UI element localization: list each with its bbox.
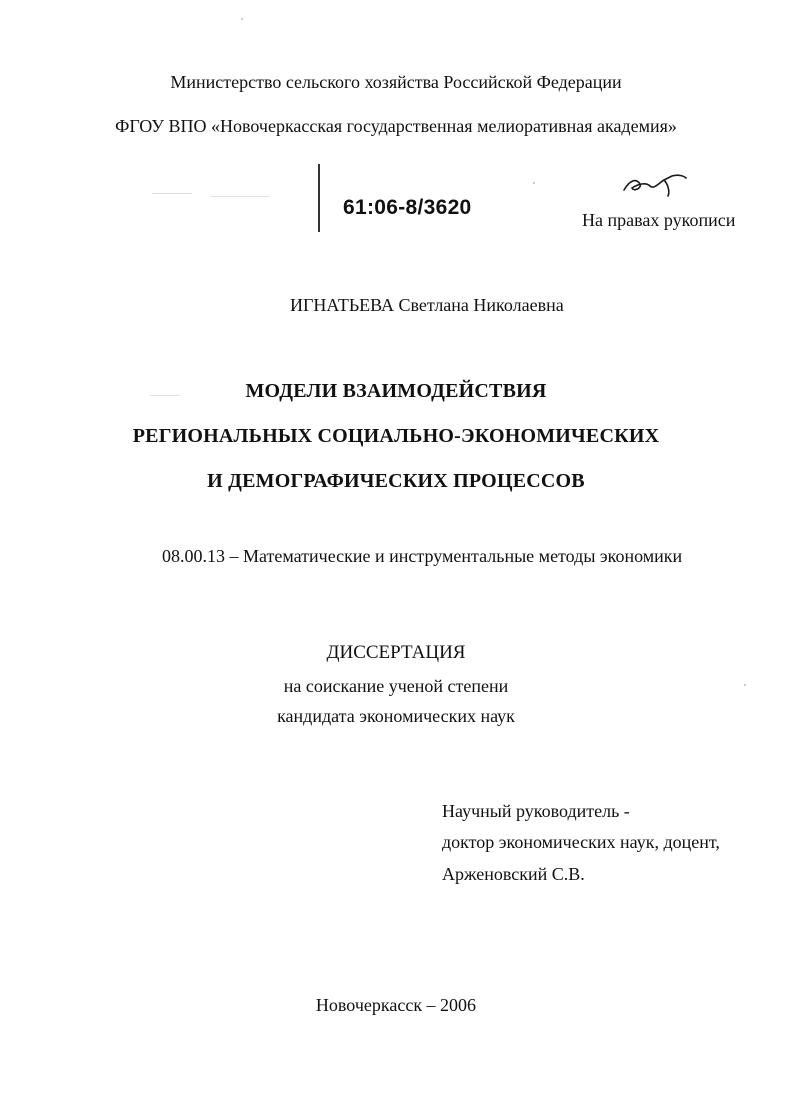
scan-speck <box>152 193 192 194</box>
catalog-number: 61:06-8/3620 <box>343 196 472 219</box>
thesis-type: ДИССЕРТАЦИЯ <box>326 642 466 663</box>
scan-speck <box>533 182 535 184</box>
thesis-title-line: И ДЕМОГРАФИЧЕСКИХ ПРОЦЕССОВ <box>207 470 585 492</box>
supervisor-name: Арженовский С.В. <box>442 864 585 884</box>
scan-speck <box>210 196 270 197</box>
stamp-divider <box>318 164 320 232</box>
scan-speck <box>241 18 243 20</box>
author-name: ИГНАТЬЕВА Светлана Николаевна <box>290 295 564 315</box>
degree-line: на соискание ученой степени <box>283 676 509 696</box>
manuscript-rights-note: На правах рукописи <box>582 210 736 230</box>
specialty-code: 08.00.13 – Математические и инструментальные методы экономики <box>162 546 683 566</box>
supervisor-role: Научный руководитель - <box>442 801 630 821</box>
place-and-year: Новочеркасск – 2006 <box>315 995 477 1015</box>
signature-mark <box>620 170 690 198</box>
academy-name: ФГОУ ВПО «Новочеркасская государственная мелиоративная академия» <box>115 116 677 136</box>
supervisor-credentials: доктор экономических наук, доцент, <box>442 832 720 852</box>
thesis-title-line: МОДЕЛИ ВЗАИМОДЕЙСТВИЯ <box>245 380 547 402</box>
ministry-name: Министерство сельского хозяйства Российской Федерации <box>170 72 622 92</box>
thesis-title-line: РЕГИОНАЛЬНЫХ СОЦИАЛЬНО-ЭКОНОМИЧЕСКИХ <box>132 425 660 447</box>
degree-line: кандидата экономических наук <box>277 706 515 726</box>
